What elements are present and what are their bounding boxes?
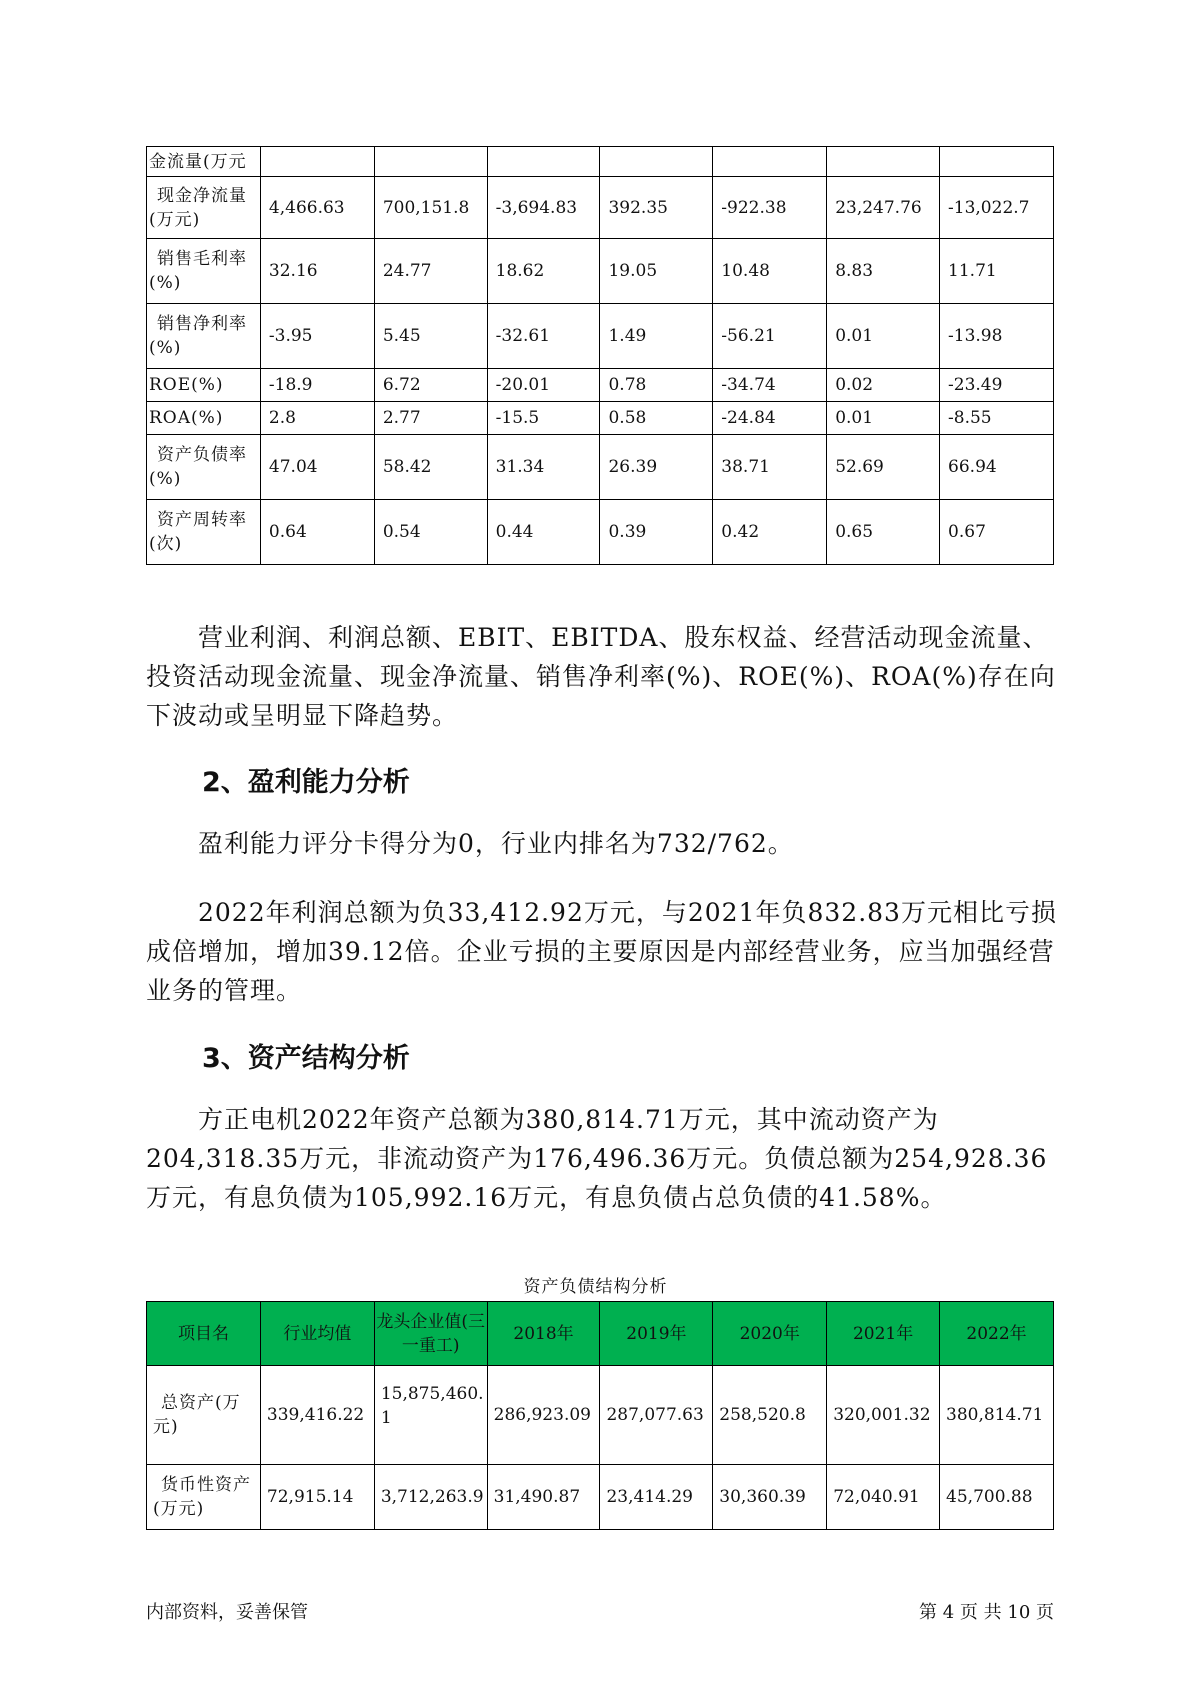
- table-header-row: [147, 1302, 1054, 1366]
- table-cell: 8.83: [827, 239, 940, 304]
- body-paragraph: [146, 1100, 1060, 1217]
- table-cell: [374, 147, 487, 177]
- paragraph-text: 盈利能力评分卡得分为0，行业内排名为732/762。: [198, 829, 794, 858]
- column-header: 2018年: [487, 1302, 600, 1366]
- table-cell: 286,923.09: [487, 1366, 600, 1465]
- table-cell: 30,360.39: [713, 1465, 827, 1530]
- section-heading: 3、资产结构分析: [202, 1043, 410, 1074]
- row-label: 资产负债率 (%): [147, 435, 261, 500]
- table-row: [147, 500, 1054, 565]
- table-row: [147, 239, 1054, 304]
- table-cell: 15,875,460.1: [374, 1366, 487, 1465]
- table-cell: -922.38: [713, 177, 827, 239]
- table-cell: 1.49: [600, 304, 713, 369]
- table-cell: -32.61: [487, 304, 600, 369]
- table-cell: 72,915.14: [260, 1465, 374, 1530]
- table-cell: 339,416.22: [260, 1366, 374, 1465]
- table-row: [147, 1366, 1054, 1465]
- table-row: [147, 177, 1054, 239]
- table-cell: 287,077.63: [600, 1366, 713, 1465]
- table-cell: 4,466.63: [260, 177, 374, 239]
- table-cell: 0.01: [827, 304, 940, 369]
- table-cell: 258,520.8: [713, 1366, 827, 1465]
- table-cell: 26.39: [600, 435, 713, 500]
- table-cell: 320,001.32: [827, 1366, 940, 1465]
- table-cell: 52.69: [827, 435, 940, 500]
- table-caption: 资产负债结构分析: [523, 1277, 668, 1297]
- financial-metrics-table: [146, 146, 1054, 565]
- table-cell: [260, 147, 374, 177]
- table-cell: [940, 147, 1054, 177]
- body-paragraph: [146, 824, 1060, 863]
- table-cell: 58.42: [374, 435, 487, 500]
- table-cell: 0.02: [827, 369, 940, 402]
- section-heading: 2、盈利能力分析: [202, 767, 410, 798]
- paragraph-text: 2022年利润总额为负33,412.92万元，与2021年负832.83万元相比亏损成倍增加，增加39.12倍。企业亏损的主要原因是内部经营业务，应当加强经营业务的管理。: [146, 898, 1057, 1005]
- table-cell: 23,247.76: [827, 177, 940, 239]
- row-label: 现金净流量 (万元): [147, 177, 261, 239]
- table-cell: 0.54: [374, 500, 487, 565]
- table-cell: -24.84: [713, 402, 827, 435]
- table-row: [147, 369, 1054, 402]
- table-cell: 31.34: [487, 435, 600, 500]
- table-cell: 31,490.87: [487, 1465, 600, 1530]
- footer-confidential-note: 内部资料，妥善保管: [146, 1602, 308, 1623]
- column-header: 2019年: [600, 1302, 713, 1366]
- table-cell: 19.05: [600, 239, 713, 304]
- table-row: [147, 147, 1054, 177]
- table-cell: 0.39: [600, 500, 713, 565]
- table-cell: 0.67: [940, 500, 1054, 565]
- table-row: [147, 435, 1054, 500]
- table-cell: -56.21: [713, 304, 827, 369]
- row-label: ROE(%): [147, 369, 261, 402]
- row-label: 销售净利率 (%): [147, 304, 261, 369]
- table-cell: 0.44: [487, 500, 600, 565]
- table-cell: -13,022.7: [940, 177, 1054, 239]
- table-cell: 32.16: [260, 239, 374, 304]
- row-label: 资产周转率 (次): [147, 500, 261, 565]
- table-cell: 0.42: [713, 500, 827, 565]
- table-cell: 2.77: [374, 402, 487, 435]
- table-cell: 0.65: [827, 500, 940, 565]
- row-label: 总资产(万 元): [147, 1366, 261, 1465]
- table-cell: 3,712,263.9: [374, 1465, 487, 1530]
- row-label: 金流量(万元: [147, 147, 261, 177]
- table-cell: 38.71: [713, 435, 827, 500]
- table-cell: 5.45: [374, 304, 487, 369]
- table-cell: -3,694.83: [487, 177, 600, 239]
- column-header: 2020年: [713, 1302, 827, 1366]
- table-cell: 0.64: [260, 500, 374, 565]
- column-header: 2022年: [940, 1302, 1054, 1366]
- row-label: 销售毛利率 (%): [147, 239, 261, 304]
- page-number: 第 4 页 共 10 页: [919, 1602, 1054, 1623]
- table-cell: 380,814.71: [940, 1366, 1054, 1465]
- table-cell: 72,040.91: [827, 1465, 940, 1530]
- row-label: ROA(%): [147, 402, 261, 435]
- column-header: 行业均值: [260, 1302, 374, 1366]
- table-cell: [487, 147, 600, 177]
- table-cell: -18.9: [260, 369, 374, 402]
- asset-liability-table: [146, 1301, 1054, 1530]
- table-cell: 47.04: [260, 435, 374, 500]
- table-row: [147, 402, 1054, 435]
- column-header: 项目名: [147, 1302, 261, 1366]
- column-header: 2021年: [827, 1302, 940, 1366]
- table-cell: 0.78: [600, 369, 713, 402]
- table-cell: 66.94: [940, 435, 1054, 500]
- row-label: 货币性资产 (万元): [147, 1465, 261, 1530]
- table-row: [147, 1465, 1054, 1530]
- table-cell: 45,700.88: [940, 1465, 1054, 1530]
- table-cell: -20.01: [487, 369, 600, 402]
- body-paragraph: [146, 893, 1060, 1010]
- table-cell: -13.98: [940, 304, 1054, 369]
- table-cell: 10.48: [713, 239, 827, 304]
- table-cell: 11.71: [940, 239, 1054, 304]
- table-cell: 23,414.29: [600, 1465, 713, 1530]
- table-cell: 6.72: [374, 369, 487, 402]
- table-cell: [827, 147, 940, 177]
- column-header: 龙头企业值(三一重工): [374, 1302, 487, 1366]
- table-cell: 700,151.8: [374, 177, 487, 239]
- table-cell: [600, 147, 713, 177]
- table-cell: -15.5: [487, 402, 600, 435]
- table-cell: 0.01: [827, 402, 940, 435]
- table-cell: 392.35: [600, 177, 713, 239]
- table-cell: 2.8: [260, 402, 374, 435]
- paragraph-text: 营业利润、利润总额、EBIT、EBITDA、股东权益、经营活动现金流量、投资活动现金流量、现金净流量、销售净利率(%)、ROE(%)、ROA(%)存在向下波动或呈明显下降趋势。: [146, 623, 1056, 730]
- body-paragraph: [146, 618, 1060, 735]
- table-cell: 24.77: [374, 239, 487, 304]
- table-cell: 0.58: [600, 402, 713, 435]
- table-cell: 18.62: [487, 239, 600, 304]
- table-cell: -3.95: [260, 304, 374, 369]
- table-cell: -34.74: [713, 369, 827, 402]
- table-row: [147, 304, 1054, 369]
- paragraph-text: 方正电机2022年资产总额为380,814.71万元，其中流动资产为204,318.35万元，非流动资产为176,496.36万元。负债总额为254,928.36万元，有息负债为105,992.16万元，有息负债占总负债的41.58%。: [146, 1105, 1048, 1212]
- table-cell: -8.55: [940, 402, 1054, 435]
- table-cell: -23.49: [940, 369, 1054, 402]
- table-cell: [713, 147, 827, 177]
